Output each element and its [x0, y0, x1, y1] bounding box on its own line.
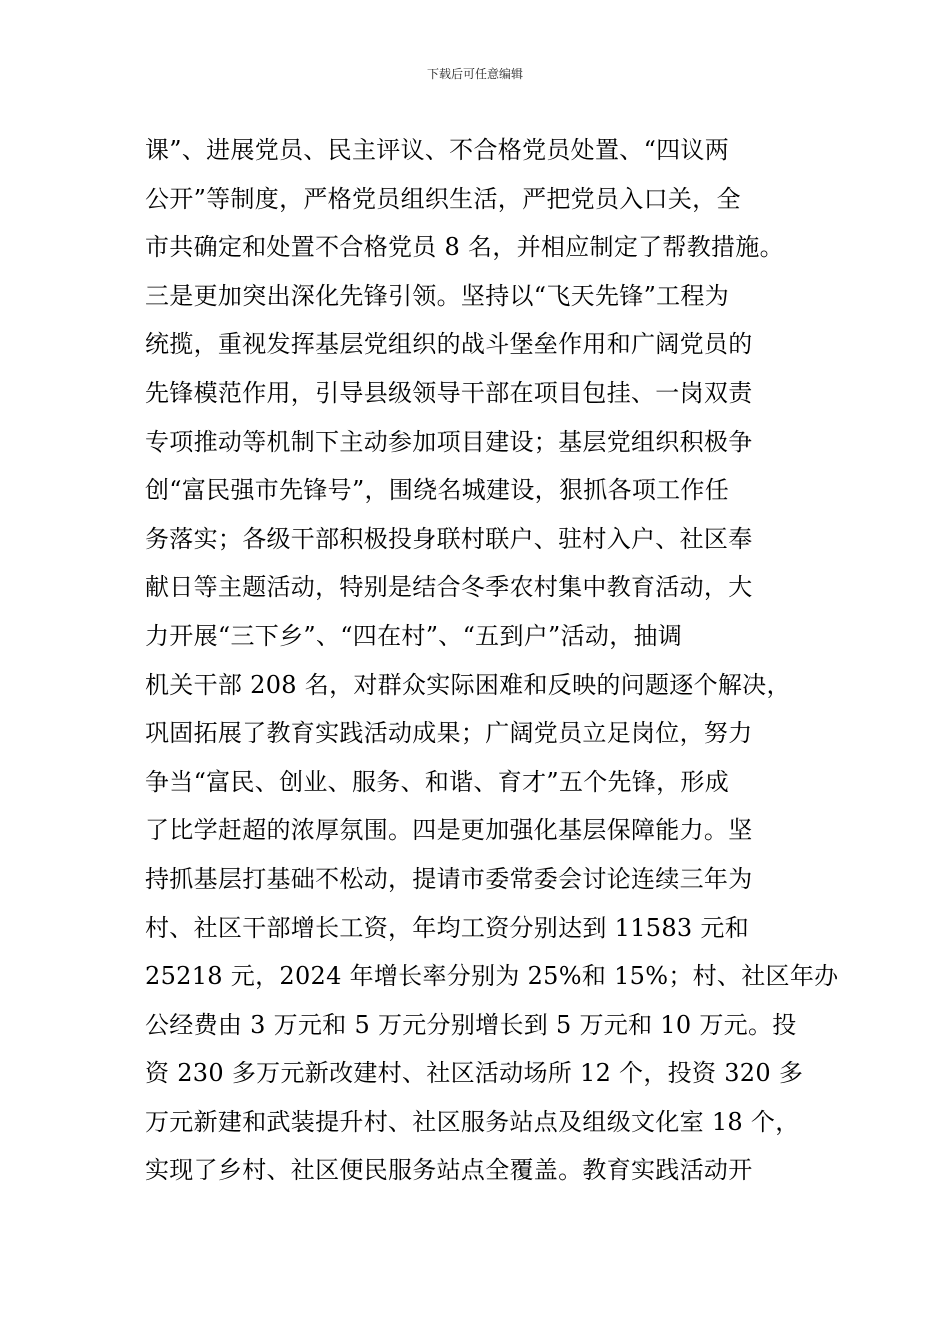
text-line: 市共确定和处置不合格党员 8 名，并相应制定了帮教措施。 — [145, 233, 784, 262]
text-line: 了比学赶超的浓厚氛围。四是更加强化基层保障能力。坚 — [145, 816, 753, 845]
document-body — [145, 126, 839, 1195]
text-line: 公经费由 3 万元和 5 万元分别增长到 5 万元和 10 万元。投 — [145, 1010, 797, 1039]
text-line: 持抓基层打基础不松动，提请市委常委会讨论连续三年为 — [145, 864, 753, 893]
text-line: 万元新建和武装提升村、社区服务站点及组级文化室 18 个， — [145, 1107, 800, 1136]
text-line: 25218 元，2024 年增长率分别为 25%和 15%；村、社区年办 — [145, 962, 839, 991]
text-line: 统揽，重视发挥基层党组织的战斗堡垒作用和广阔党员的 — [145, 330, 753, 359]
text-line: 先锋模范作用，引导县级领导干部在项目包挂、一岗双责 — [145, 378, 753, 407]
text-line: 实现了乡村、社区便民服务站点全覆盖。教育实践活动开 — [145, 1156, 753, 1185]
text-line: 力开展“三下乡”、“四在村”、“五到户”活动，抽调 — [145, 621, 683, 650]
page-header: 下载后可任意编辑 — [426, 67, 523, 81]
text-line: 巩固拓展了教育实践活动成果；广阔党员立足岗位，努力 — [145, 719, 753, 748]
text-line: 机关干部 208 名，对群众实际困难和反映的问题逐个解决， — [145, 670, 791, 699]
text-line: 村、社区干部增长工资，年均工资分别达到 11583 元和 — [145, 913, 750, 942]
text-line: 专项推动等机制下主动参加项目建设；基层党组织积极争 — [145, 427, 753, 456]
text-line: 争当“富民、创业、服务、和谐、育才”五个先锋，形成 — [145, 767, 730, 796]
text-line: 务落实；各级干部积极投身联村联户、驻村入户、社区奉 — [145, 524, 753, 553]
text-line: 创“富民强市先锋号”，围绕名城建设，狠抓各项工作任 — [145, 476, 730, 505]
text-line: 公开”等制度，严格党员组织生活，严把党员入口关，全 — [145, 184, 741, 213]
text-line: 三是更加突出深化先锋引领。坚持以“飞天先锋”工程为 — [145, 281, 730, 310]
text-line: 献日等主题活动，特别是结合冬季农村集中教育活动，大 — [145, 573, 753, 602]
text-line: 课”、进展党员、民主评议、不合格党员处置、“四议两 — [145, 136, 730, 164]
text-line: 资 230 多万元新改建村、社区活动场所 12 个，投资 320 多 — [145, 1059, 804, 1088]
